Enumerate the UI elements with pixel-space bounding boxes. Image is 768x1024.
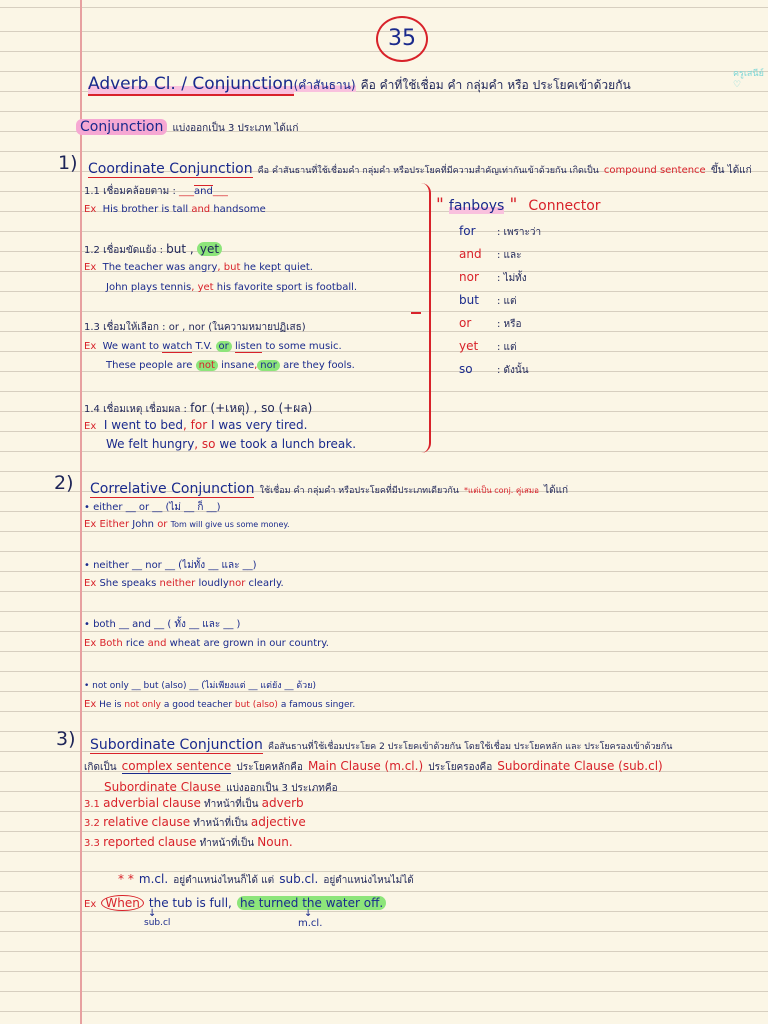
ex-word: listen — [234, 341, 263, 352]
fanboys-list — [459, 220, 541, 381]
when-word: When — [101, 895, 143, 911]
ex-text: We want to — [102, 341, 160, 352]
fanboys-row — [459, 312, 541, 335]
fanboys-meaning: : หรือ — [497, 319, 522, 330]
ex-main-clause: he turned the water off. — [237, 896, 386, 910]
ex-text: He is — [99, 700, 122, 710]
ex-label: Ex — [84, 578, 97, 589]
example-2-4 — [84, 699, 355, 710]
title-rest: คือ คำที่ใช้เชื่อม คำ กลุ่มคำ หรือ ประโยคเข้าด้วยกัน — [360, 78, 631, 92]
example-1-4b — [106, 437, 356, 451]
item-1-2-label: 1.2 เชื่อมขัดแย้ง : — [84, 245, 163, 256]
subordinate-clause-label: Subordinate Clause (sub.cl) — [497, 759, 663, 773]
ex-text: John plays tennis — [106, 282, 192, 293]
blank: ___ — [179, 186, 195, 197]
title-line — [88, 74, 631, 95]
ex-text: John — [132, 519, 154, 530]
ex-conj: and — [191, 204, 211, 215]
item-1-3-text: or , nor (ในความหมายปฏิเสธ) — [168, 322, 306, 333]
section-3-heading — [90, 734, 672, 753]
fanboys-meaning: : แต่ — [497, 296, 517, 307]
item-number: 3.2 — [84, 818, 100, 829]
ex-text: rice — [125, 638, 145, 649]
fanboys-row — [459, 220, 541, 243]
example-1-1 — [84, 204, 266, 215]
note-text: อยู่ตำแหน่งไหนก็ได้ แต่ — [173, 875, 275, 886]
fanboys-word: or — [459, 316, 472, 330]
main-clause-label: Main Clause (m.cl.) — [307, 759, 424, 773]
title-paren: (คำสันธาน) — [293, 78, 356, 92]
ex-text: His brother is — [102, 204, 170, 215]
ex-conj: Both — [99, 638, 123, 649]
text: ประโยคหลักคือ — [236, 762, 303, 773]
ex-text: I was very tired. — [211, 418, 308, 432]
section-1-heading — [88, 158, 752, 178]
item-1-1-word: and — [194, 186, 213, 197]
ex-text: we took a lunch break. — [219, 437, 357, 451]
ex-text: he kept quiet. — [243, 262, 313, 273]
compound-sentence: compound sentence — [603, 165, 706, 176]
item-role: adverb — [261, 796, 304, 810]
quote: " — [436, 195, 444, 215]
ex-label: Ex — [84, 204, 97, 215]
item-text: ทำหน้าที่เป็น — [199, 838, 255, 849]
item-word: clause — [151, 815, 191, 829]
fanboys-meaning: : ไม่ทั้ง — [497, 273, 527, 284]
fanboys-word: and — [459, 247, 482, 261]
ex-conj: and — [147, 638, 167, 649]
ex-conj: neither — [159, 578, 196, 589]
ex-conj: , yet — [191, 282, 214, 293]
item-1-1-label: 1.1 เชื่อมคล้อยตาม : — [84, 186, 176, 197]
ex-text: She speaks — [99, 578, 157, 589]
item-text: ทำหน้าที่เป็น — [193, 818, 248, 829]
ex-label: Ex — [84, 341, 97, 352]
section-3-desc: คือสันธานที่ใช้เชื่อมประโยค 2 ประโยคเข้าด้วยกัน โดยใช้เชื่อม ประโยคหลัก และ ประโยครองเข้าด้วยกัน — [267, 742, 673, 752]
item-word: relative — [103, 815, 149, 829]
example-1-2b — [106, 282, 357, 293]
ex-label: Ex — [84, 262, 97, 273]
section-3-line-3 — [104, 776, 338, 796]
fanboys-word: but — [459, 293, 479, 307]
item-1-2-but: but , — [166, 242, 194, 256]
text: ประโยครองคือ — [428, 762, 493, 773]
fanboys-row — [459, 335, 541, 358]
ex-conj: nor — [228, 578, 246, 589]
watermark-text: ครูเสนีย์ ♡ — [733, 69, 764, 90]
fanboys-word: for — [459, 224, 476, 238]
note-line — [118, 868, 414, 888]
item-word: clause — [162, 796, 201, 810]
margin-line — [80, 0, 82, 1024]
fanboys-row — [459, 243, 541, 266]
intro-label: Conjunction — [76, 119, 167, 135]
ex-text: insane — [221, 360, 255, 371]
ex-conj: , for — [183, 418, 208, 432]
ex-text: wheat are grown in our country. — [169, 638, 329, 649]
fanboys-heading — [436, 195, 601, 215]
item-word: reported — [103, 835, 155, 849]
star-icon: * * — [118, 872, 134, 886]
fanboys-word: so — [459, 362, 473, 376]
ex-label: Ex — [84, 519, 97, 530]
item-role: Noun. — [257, 835, 293, 849]
item-number: 3.3 — [84, 838, 100, 849]
ex-text: to some music. — [265, 341, 342, 352]
ex-text: T.V. — [195, 341, 213, 352]
section-2-desc: ใช้เชื่อม คำ กลุ่มคำ หรือประโยคที่มีประเภทเดียวกัน — [259, 486, 459, 496]
ex-text: We felt hungry — [106, 437, 195, 451]
arrow-down-icon: ↓ — [148, 908, 157, 919]
ex-conj: not only — [124, 700, 161, 710]
ex-conj: Either — [99, 519, 130, 530]
note-text: อยู่ตำแหน่งไหนไม่ได้ — [323, 875, 414, 886]
pair-not-only: • not only __ but (also) __ (ไม่เพียงแต่ __ แต่ยัง __ ด้วย) — [84, 681, 317, 691]
section-2-title: Correlative Conjunction — [90, 481, 255, 497]
section-1-desc: คือ คำสันธานที่ใช้เชื่อมคำ กลุ่มคำ หรือประโยคที่มีความสำคัญเท่ากันเข้าด้วยกัน เกิดเป็น — [257, 166, 599, 176]
fanboys-row — [459, 266, 541, 289]
fanboys-bracket-tip — [411, 312, 421, 314]
clause-item-3-2 — [84, 815, 306, 831]
title-main: Adverb Cl. / Conjunction — [88, 74, 294, 94]
section-1-title: Coordinate Conjunction — [88, 161, 253, 177]
ex-word: not — [196, 360, 218, 371]
example-1-4a — [84, 418, 307, 432]
pair-both-and: • both __ and __ ( ทั้ง __ และ __ ) — [84, 619, 241, 630]
quote: " — [509, 195, 518, 215]
fanboys-title: fanboys — [448, 198, 505, 214]
section-2-heading — [90, 478, 568, 498]
example-1-2a — [84, 262, 313, 273]
ex-text: These people are — [106, 360, 193, 371]
example-2-2 — [84, 578, 284, 589]
connector-label: Connector — [528, 198, 601, 214]
pair-either-or: • either __ or __ (ไม่ __ ก็ __) — [84, 502, 221, 513]
section-1-number: 1) — [58, 152, 78, 174]
section-2-desc-end: ได้แก่ — [544, 485, 569, 496]
item-word: clause — [157, 835, 197, 849]
fanboys-meaning: : ดังนั้น — [497, 365, 529, 376]
ex-conj: or — [157, 519, 168, 530]
intro-line — [76, 116, 298, 136]
ex-text: loudly — [198, 578, 229, 589]
fanboys-meaning: : และ — [497, 250, 522, 261]
ex-text: The teacher was angry — [102, 262, 218, 273]
ex-text: are they fools. — [283, 360, 355, 371]
example-2-3 — [84, 638, 329, 649]
ex-text: Tom will give us some money. — [170, 520, 290, 529]
item-1-4-text: for (+เหตุ) , so (+ผล) — [190, 401, 313, 415]
ex-label: Ex — [84, 421, 97, 432]
example-1-3a — [84, 341, 342, 352]
ex-conj: or — [216, 341, 232, 352]
m-cl-label: m.cl. — [138, 872, 169, 886]
item-1-4 — [84, 399, 312, 418]
section-2-number: 2) — [54, 472, 74, 494]
item-1-2 — [84, 242, 222, 258]
ex-conj: , so — [194, 437, 216, 451]
complex-sentence: complex sentence — [121, 759, 232, 773]
example-1-3b — [106, 360, 355, 371]
section-1-desc-end: ขึ้น ได้แก่ — [710, 165, 752, 176]
item-1-4-label: 1.4 เชื่อมเหตุ เชื่อมผล : — [84, 404, 187, 415]
fanboys-meaning: : เพราะว่า — [497, 227, 542, 238]
page-number: 35 — [376, 16, 428, 62]
ex-text: a famous singer. — [280, 700, 356, 710]
section-2-note: *แต่เป็น conj. คู่เสมอ — [464, 486, 539, 495]
arrow-down-icon: ↓ — [304, 908, 313, 919]
item-1-3 — [84, 320, 306, 335]
item-1-2-yet: yet — [197, 242, 222, 256]
item-number: 3.1 — [84, 799, 100, 810]
ex-word: watch — [162, 341, 193, 352]
ex-conj: but (also) — [234, 700, 278, 710]
clause-item-3-3 — [84, 835, 293, 851]
example-3 — [84, 892, 386, 911]
fanboys-row — [459, 358, 541, 381]
fanboys-meaning: : แต่ — [497, 342, 517, 353]
item-role: adjective — [250, 815, 306, 829]
ex-text: his favorite sport is football. — [216, 282, 358, 293]
ex-text: tall — [172, 204, 189, 215]
ex-text: I went to bed — [103, 418, 184, 432]
subordinate-clause-text: Subordinate Clause — [104, 780, 222, 794]
example-2-1 — [84, 519, 290, 530]
sub-cl-label: sub.cl. — [279, 872, 319, 886]
ex-conj: , but — [217, 262, 241, 273]
ex-label: Ex — [84, 899, 97, 910]
item-1-3-label: 1.3 เชื่อมให้เลือก : — [84, 322, 166, 333]
section-3-number: 3) — [56, 728, 76, 750]
blank: ___ — [212, 186, 228, 197]
sub-cl-annotation: sub.cl — [144, 918, 171, 928]
ex-label: Ex — [84, 699, 97, 710]
ex-label: Ex — [84, 638, 97, 649]
text: เกิดเป็น — [84, 762, 117, 773]
pair-neither-nor: • neither __ nor __ (ไม่ทั้ง __ และ __) — [84, 560, 257, 571]
ex-text: , — [254, 360, 258, 371]
section-3-title: Subordinate Conjunction — [90, 737, 263, 753]
fanboys-word: yet — [459, 339, 479, 353]
fanboys-row — [459, 289, 541, 312]
ex-conj: nor — [257, 360, 280, 371]
intro-text: แบ่งออกเป็น 3 ประเภท ได้แก่ — [172, 123, 299, 134]
ex-text: handsome — [213, 204, 266, 215]
item-word: adverbial — [103, 796, 160, 810]
ex-sub-clause: the tub is full, — [148, 896, 232, 910]
text: แบ่งออกเป็น 3 ประเภทคือ — [226, 783, 338, 794]
main-cl-annotation: m.cl. — [298, 918, 323, 929]
ex-text: clearly. — [248, 578, 284, 589]
fanboys-bracket — [421, 183, 431, 453]
ex-text: a good teacher — [163, 700, 233, 710]
item-text: ทำหน้าที่เป็น — [204, 799, 259, 810]
section-3-line-2 — [84, 755, 663, 775]
clause-item-3-1 — [84, 796, 304, 812]
item-1-1 — [84, 184, 228, 199]
fanboys-word: nor — [459, 270, 479, 284]
